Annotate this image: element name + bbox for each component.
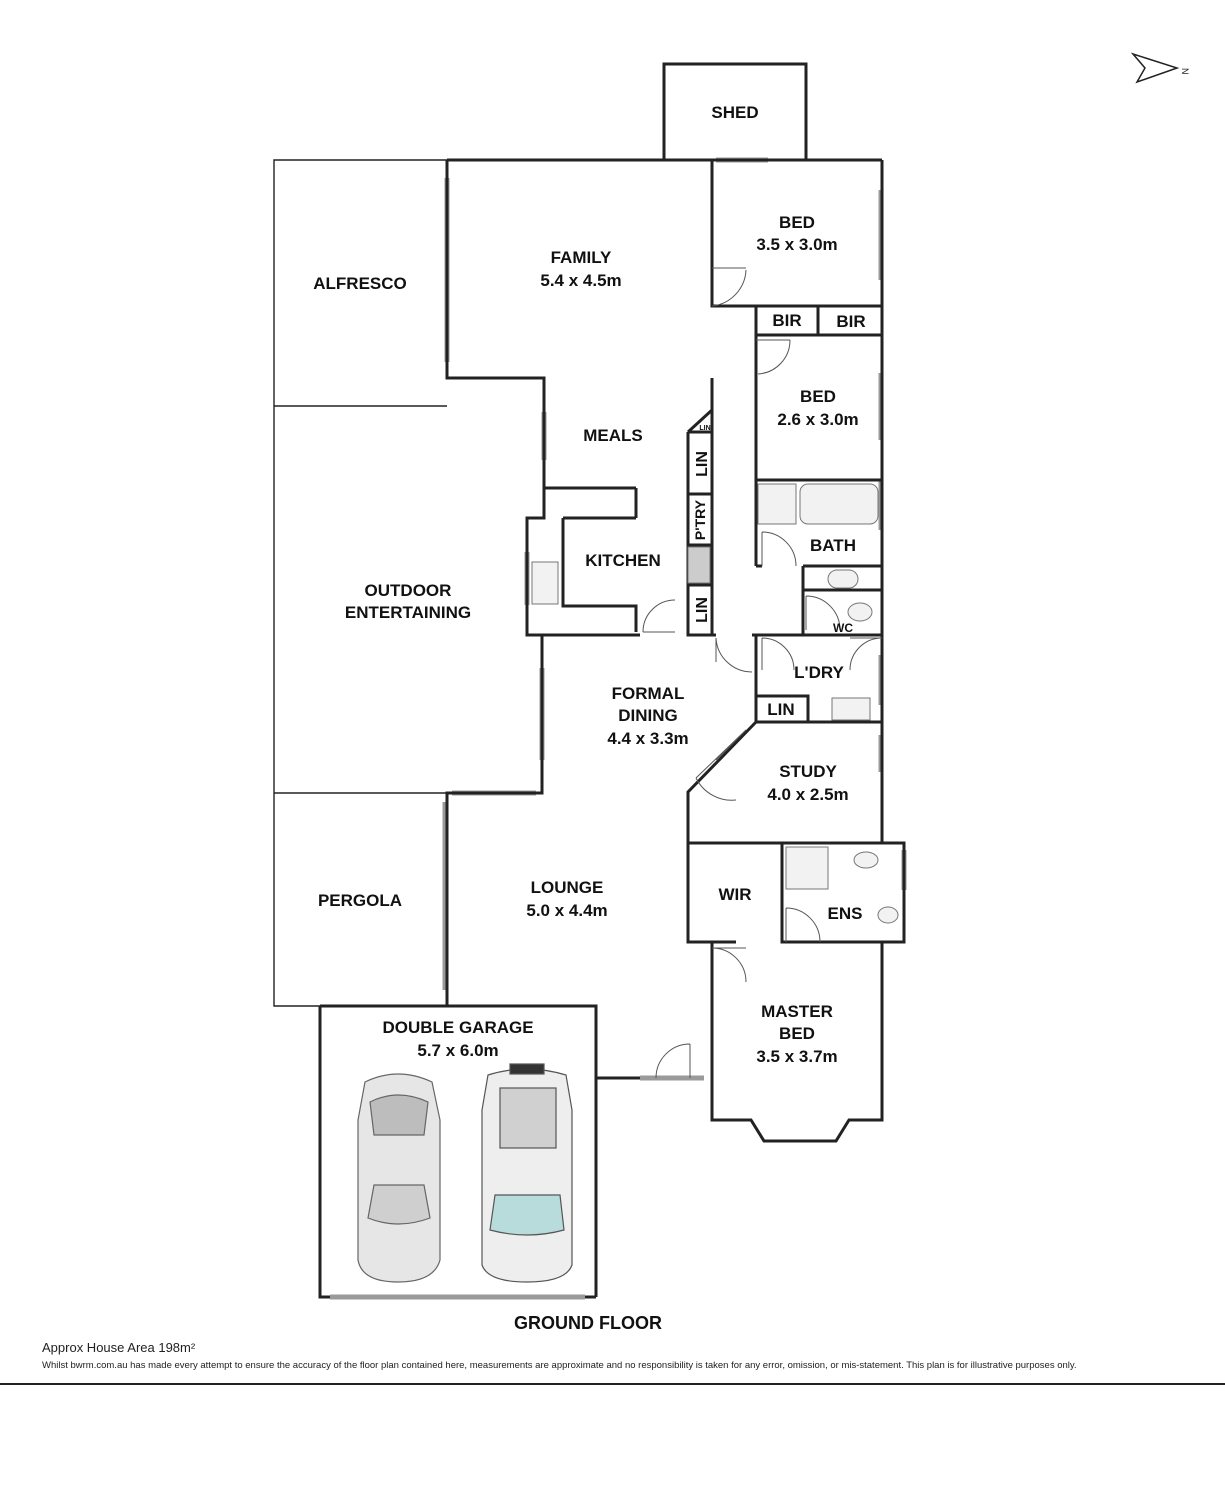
dining-size: 4.4 x 3.3m — [607, 729, 689, 748]
shed-label: SHED — [711, 103, 759, 122]
bathtub-icon — [800, 484, 878, 524]
doors — [643, 268, 882, 1078]
lin2-label: LIN — [694, 597, 711, 623]
bed1-label: BED — [779, 213, 815, 232]
wir-label: WIR — [718, 885, 752, 904]
family-size: 5.4 x 4.5m — [540, 271, 622, 290]
kitchen-label: KITCHEN — [585, 551, 661, 570]
meals-label: MEALS — [583, 426, 643, 445]
bed1-size: 3.5 x 3.0m — [756, 235, 838, 254]
outdoor-label-2: ENTERTAINING — [344, 603, 472, 622]
study-label: STUDY — [779, 762, 837, 781]
house-area-text: Approx House Area 198m² — [42, 1340, 196, 1355]
ensuite-toilet-icon — [878, 907, 898, 923]
pergola-label: PERGOLA — [317, 891, 403, 910]
study-size: 4.0 x 2.5m — [767, 785, 849, 804]
alfresco-label: ALFRESCO — [313, 274, 407, 293]
ens-label: ENS — [827, 904, 863, 923]
lin1-label: LIN — [694, 451, 711, 477]
pantry-label: P'TRY — [692, 499, 708, 541]
disclaimer-text: Whilst bwrm.com.au has made every attempt to ensure the accuracy of the floor plan contained here, measurements are approximate and no responsibility is taken for any error, omission, or mis-statement. This plan is for illustrative purposes only. — [42, 1360, 1077, 1371]
garage-label: DOUBLE GARAGE — [382, 1018, 534, 1037]
ldry-label: L'DRY — [794, 663, 844, 682]
bed2-label: BED — [800, 387, 836, 406]
family-label: FAMILY — [550, 248, 612, 267]
sink-icon — [532, 562, 558, 604]
cooktop-icon — [688, 547, 710, 583]
lounge-size: 5.0 x 4.4m — [526, 901, 608, 920]
master-label-2: BED — [779, 1024, 815, 1043]
north-arrow-icon — [1133, 54, 1190, 82]
car-sedan-icon — [358, 1074, 440, 1282]
car-suv-icon — [482, 1064, 572, 1282]
basin-icon — [828, 570, 858, 588]
bir1-label: BIR — [772, 311, 802, 330]
bath-label: BATH — [810, 536, 856, 555]
garage-size: 5.7 x 6.0m — [417, 1041, 499, 1060]
lin-small-label: LIN — [699, 425, 711, 432]
ensuite-shower-icon — [786, 847, 828, 889]
shower-icon — [758, 484, 796, 524]
ensuite-basin-icon — [854, 852, 878, 868]
lounge-label: LOUNGE — [530, 878, 604, 897]
wc-label: WC — [833, 621, 853, 635]
lin3-label: LIN — [767, 700, 795, 719]
footer-divider — [0, 1383, 1225, 1385]
dining-label-2: DINING — [618, 706, 678, 725]
master-size: 3.5 x 3.7m — [756, 1047, 838, 1066]
master-label-1: MASTER — [761, 1002, 833, 1021]
north-letter: N — [1180, 68, 1190, 75]
dining-label-1: FORMAL — [611, 684, 685, 703]
bed2-size: 2.6 x 3.0m — [777, 410, 859, 429]
floor-title: GROUND FLOOR — [514, 1313, 662, 1333]
bir2-label: BIR — [836, 312, 866, 331]
toilet-icon — [848, 603, 872, 621]
outdoor-label-1: OUTDOOR — [364, 581, 452, 600]
laundry-tub-icon — [832, 698, 870, 720]
